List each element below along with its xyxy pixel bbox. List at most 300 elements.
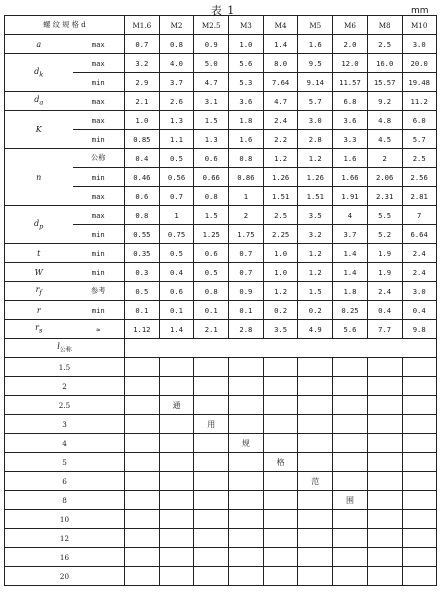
value-cell: 2.0 [333, 35, 368, 54]
range-cell [159, 529, 194, 548]
value-cell: 2.06 [367, 168, 402, 187]
length-value: 4 [5, 434, 125, 453]
value-cell: 5.5 [367, 206, 402, 225]
blank-cell [125, 339, 437, 358]
value-cell: 4.9 [298, 320, 333, 339]
table-row [5, 206, 437, 225]
range-cell [194, 510, 229, 529]
range-cell [125, 548, 160, 567]
value-cell: 1.0 [263, 263, 298, 282]
value-cell: 0.4 [402, 301, 436, 320]
value-cell: 9.5 [298, 54, 333, 73]
value-cell: 5.3 [229, 73, 264, 92]
range-cell [402, 548, 436, 567]
value-cell: 1.0 [229, 35, 264, 54]
range-cell [263, 415, 298, 434]
value-cell: 1.2 [298, 244, 333, 263]
range-cell [298, 510, 333, 529]
length-row [5, 548, 437, 567]
range-cell [194, 358, 229, 377]
value-cell: 2.9 [125, 73, 160, 92]
value-cell: 0.46 [125, 168, 160, 187]
value-cell: 3.1 [194, 92, 229, 111]
value-cell: 3.5 [263, 320, 298, 339]
range-cell [402, 358, 436, 377]
value-cell: 16.0 [367, 54, 402, 73]
size-header: M2 [159, 16, 194, 35]
value-cell: 2.4 [402, 263, 436, 282]
range-cell [263, 529, 298, 548]
value-cell: 11.57 [333, 73, 368, 92]
range-cell [298, 529, 333, 548]
qualifier-cell: max [73, 111, 125, 130]
qualifier-cell: max [73, 187, 125, 206]
range-cell [402, 377, 436, 396]
size-header: M10 [402, 16, 436, 35]
range-mark: 格 [263, 453, 298, 472]
size-header: M6 [333, 16, 368, 35]
range-mark: 规 [229, 434, 264, 453]
value-cell: 2 [229, 206, 264, 225]
value-cell: 9.8 [402, 320, 436, 339]
range-cell [263, 567, 298, 586]
value-cell: 0.4 [125, 149, 160, 168]
value-cell: 2.31 [367, 187, 402, 206]
value-cell: 1.5 [298, 282, 333, 301]
size-header: M4 [263, 16, 298, 35]
range-cell [125, 491, 160, 510]
qualifier-cell: min [73, 168, 125, 187]
range-cell [125, 377, 160, 396]
range-cell [229, 548, 264, 567]
length-header-row [5, 339, 437, 358]
value-cell: 0.7 [229, 263, 264, 282]
range-cell [159, 358, 194, 377]
value-cell: 0.3 [125, 263, 160, 282]
value-cell: 0.5 [159, 149, 194, 168]
value-cell: 11.2 [402, 92, 436, 111]
length-value: 20 [5, 567, 125, 586]
unit-label: mm [411, 6, 429, 16]
value-cell: 1.2 [263, 149, 298, 168]
range-cell [333, 358, 368, 377]
symbol-cell: t [5, 244, 73, 263]
range-cell [333, 529, 368, 548]
symbol-cell: a [5, 35, 73, 54]
length-value: 2.5 [5, 396, 125, 415]
range-cell [402, 415, 436, 434]
value-cell: 2.4 [402, 244, 436, 263]
range-cell [194, 396, 229, 415]
value-cell: 1.2 [298, 263, 333, 282]
dimension-table [4, 15, 437, 586]
value-cell: 4 [333, 206, 368, 225]
range-cell [125, 434, 160, 453]
range-cell [229, 529, 264, 548]
value-cell: 12.0 [333, 54, 368, 73]
value-cell: 1.6 [229, 130, 264, 149]
qualifier-cell: min [73, 244, 125, 263]
value-cell: 1.0 [125, 111, 160, 130]
range-cell [229, 415, 264, 434]
value-cell: 5.2 [367, 225, 402, 244]
length-value: 12 [5, 529, 125, 548]
value-cell: 0.8 [159, 35, 194, 54]
range-cell [333, 567, 368, 586]
range-mark: 通 [159, 396, 194, 415]
length-row [5, 434, 437, 453]
range-cell [229, 377, 264, 396]
range-cell [333, 434, 368, 453]
value-cell: 0.85 [125, 130, 160, 149]
value-cell: 1.4 [333, 263, 368, 282]
range-cell [125, 510, 160, 529]
value-cell: 2.1 [194, 320, 229, 339]
table-row [5, 111, 437, 130]
value-cell: 0.7 [229, 244, 264, 263]
range-cell [402, 434, 436, 453]
value-cell: 1.51 [263, 187, 298, 206]
range-cell [229, 472, 264, 491]
range-cell [333, 453, 368, 472]
value-cell: 0.5 [159, 244, 194, 263]
range-cell [159, 567, 194, 586]
value-cell: 1.26 [263, 168, 298, 187]
value-cell: 6.64 [402, 225, 436, 244]
value-cell: 3.7 [333, 225, 368, 244]
value-cell: 1.2 [298, 149, 333, 168]
range-cell [367, 377, 402, 396]
range-cell [402, 453, 436, 472]
value-cell: 1.91 [333, 187, 368, 206]
range-cell [194, 548, 229, 567]
value-cell: 1.5 [194, 111, 229, 130]
range-cell [333, 415, 368, 434]
value-cell: 9.2 [367, 92, 402, 111]
value-cell: 1.4 [333, 244, 368, 263]
value-cell: 0.5 [125, 282, 160, 301]
symbol-cell: K [5, 111, 73, 149]
length-row [5, 453, 437, 472]
header-row [5, 16, 437, 35]
value-cell: 1.1 [159, 130, 194, 149]
length-value: 3 [5, 415, 125, 434]
range-cell [125, 567, 160, 586]
length-row [5, 567, 437, 586]
qualifier-cell: 公称 [73, 149, 125, 168]
value-cell: 1.66 [333, 168, 368, 187]
value-cell: 1.5 [194, 206, 229, 225]
value-cell: 2.8 [298, 130, 333, 149]
value-cell: 0.1 [159, 301, 194, 320]
thread-spec-header: 螺 纹 规 格 d [5, 16, 125, 35]
value-cell: 0.2 [298, 301, 333, 320]
table-row [5, 301, 437, 320]
range-cell [229, 491, 264, 510]
range-cell [333, 472, 368, 491]
value-cell: 0.2 [263, 301, 298, 320]
range-cell [367, 358, 402, 377]
range-cell [159, 510, 194, 529]
value-cell: 3.5 [298, 206, 333, 225]
table-row [5, 35, 437, 54]
range-cell [194, 529, 229, 548]
value-cell: 0.8 [194, 187, 229, 206]
range-cell [298, 567, 333, 586]
value-cell: 1.8 [229, 111, 264, 130]
value-cell: 0.1 [125, 301, 160, 320]
range-mark: 范 [298, 472, 333, 491]
value-cell: 0.6 [194, 244, 229, 263]
range-cell [367, 415, 402, 434]
range-cell [402, 567, 436, 586]
value-cell: 2.5 [402, 149, 436, 168]
range-cell [229, 396, 264, 415]
range-cell [263, 377, 298, 396]
length-value: 6 [5, 472, 125, 491]
value-cell: 0.4 [159, 263, 194, 282]
range-cell [159, 548, 194, 567]
value-cell: 0.8 [194, 282, 229, 301]
value-cell: 0.5 [194, 263, 229, 282]
range-cell [159, 377, 194, 396]
range-cell [125, 358, 160, 377]
value-cell: 8.0 [263, 54, 298, 73]
value-cell: 1.9 [367, 263, 402, 282]
range-cell [367, 510, 402, 529]
value-cell: 2.4 [367, 282, 402, 301]
value-cell: 5.7 [298, 92, 333, 111]
qualifier-cell: min [73, 73, 125, 92]
range-cell [125, 472, 160, 491]
range-cell [263, 434, 298, 453]
range-cell [402, 510, 436, 529]
value-cell: 1.26 [298, 168, 333, 187]
value-cell: 2.5 [263, 206, 298, 225]
value-cell: 2.25 [263, 225, 298, 244]
table-body [5, 16, 437, 586]
value-cell: 0.35 [125, 244, 160, 263]
value-cell: 2.2 [263, 130, 298, 149]
range-cell [263, 491, 298, 510]
value-cell: 1.4 [263, 35, 298, 54]
table-caption: 表 1 [210, 4, 236, 17]
range-cell [194, 472, 229, 491]
size-header: M3 [229, 16, 264, 35]
value-cell: 0.4 [367, 301, 402, 320]
value-cell: 3.6 [229, 92, 264, 111]
length-header: $l_{公称}$ [5, 339, 125, 358]
value-cell: 9.14 [298, 73, 333, 92]
qualifier-cell: max [73, 35, 125, 54]
size-header: M2.5 [194, 16, 229, 35]
value-cell: 2.8 [229, 320, 264, 339]
range-cell [159, 453, 194, 472]
value-cell: 2.5 [367, 35, 402, 54]
value-cell: 7.7 [367, 320, 402, 339]
symbol-cell: $d_p$ [5, 206, 73, 244]
value-cell: 0.75 [159, 225, 194, 244]
length-value: 10 [5, 510, 125, 529]
range-cell [402, 491, 436, 510]
range-cell [263, 472, 298, 491]
range-cell [367, 491, 402, 510]
range-cell [229, 453, 264, 472]
length-row [5, 529, 437, 548]
length-value: 5 [5, 453, 125, 472]
value-cell: 0.86 [229, 168, 264, 187]
value-cell: 5.6 [333, 320, 368, 339]
value-cell: 2.81 [402, 187, 436, 206]
value-cell: 4.7 [263, 92, 298, 111]
qualifier-cell: min [73, 225, 125, 244]
value-cell: 1.8 [333, 282, 368, 301]
value-cell: 5.7 [402, 130, 436, 149]
range-cell [367, 453, 402, 472]
value-cell: 1.51 [298, 187, 333, 206]
value-cell: 2.56 [402, 168, 436, 187]
range-cell [298, 415, 333, 434]
value-cell: 3.7 [159, 73, 194, 92]
value-cell: 1.6 [333, 149, 368, 168]
symbol-cell: $d_k$ [5, 54, 73, 92]
range-cell [194, 567, 229, 586]
value-cell: 20.0 [402, 54, 436, 73]
range-cell [402, 396, 436, 415]
range-cell [229, 567, 264, 586]
range-cell [263, 510, 298, 529]
qualifier-cell: min [73, 301, 125, 320]
size-header: M8 [367, 16, 402, 35]
range-cell [298, 491, 333, 510]
range-cell [263, 548, 298, 567]
value-cell: 0.55 [125, 225, 160, 244]
table-row [5, 149, 437, 168]
qualifier-cell: max [73, 54, 125, 73]
value-cell: 4.7 [194, 73, 229, 92]
symbol-cell: $r_f$ [5, 282, 73, 301]
range-cell [298, 377, 333, 396]
table-row [5, 320, 437, 339]
value-cell: 6.0 [402, 111, 436, 130]
range-cell [159, 415, 194, 434]
range-cell [367, 529, 402, 548]
range-cell [367, 434, 402, 453]
symbol-cell: $d_a$ [5, 92, 73, 111]
range-cell [333, 396, 368, 415]
value-cell: 0.56 [159, 168, 194, 187]
value-cell: 5.0 [194, 54, 229, 73]
value-cell: 0.6 [159, 282, 194, 301]
length-value: 2 [5, 377, 125, 396]
value-cell: 0.9 [194, 35, 229, 54]
value-cell: 1.75 [229, 225, 264, 244]
value-cell: 19.48 [402, 73, 436, 92]
value-cell: 3.3 [333, 130, 368, 149]
value-cell: 2.6 [159, 92, 194, 111]
value-cell: 0.7 [125, 35, 160, 54]
size-header: M5 [298, 16, 333, 35]
symbol-cell: n [5, 149, 73, 206]
table-row [5, 54, 437, 73]
value-cell: 1.12 [125, 320, 160, 339]
value-cell: 4.5 [367, 130, 402, 149]
length-row [5, 491, 437, 510]
range-cell [159, 434, 194, 453]
value-cell: 2.4 [263, 111, 298, 130]
qualifier-cell: max [73, 92, 125, 111]
symbol-cell: r [5, 301, 73, 320]
range-cell [402, 472, 436, 491]
qualifier-cell: max [73, 206, 125, 225]
range-cell [159, 491, 194, 510]
value-cell: 4.8 [367, 111, 402, 130]
value-cell: 0.1 [229, 301, 264, 320]
range-cell [263, 396, 298, 415]
range-cell [125, 529, 160, 548]
value-cell: 3.6 [333, 111, 368, 130]
range-cell [298, 396, 333, 415]
qualifier-cell: ≈ [73, 320, 125, 339]
range-cell [367, 396, 402, 415]
value-cell: 1.25 [194, 225, 229, 244]
range-cell [367, 567, 402, 586]
length-row [5, 510, 437, 529]
value-cell: 2.1 [125, 92, 160, 111]
value-cell: 0.8 [125, 206, 160, 225]
range-cell [229, 358, 264, 377]
value-cell: 1.0 [263, 244, 298, 263]
value-cell: 3.0 [402, 35, 436, 54]
length-row [5, 377, 437, 396]
value-cell: 1.6 [298, 35, 333, 54]
range-cell [194, 377, 229, 396]
table-row [5, 263, 437, 282]
value-cell: 4.0 [159, 54, 194, 73]
value-cell: 1.2 [263, 282, 298, 301]
qualifier-cell: 参考 [73, 282, 125, 301]
value-cell: 0.1 [194, 301, 229, 320]
range-cell [263, 358, 298, 377]
value-cell: 0.25 [333, 301, 368, 320]
value-cell: 1.3 [194, 130, 229, 149]
value-cell: 1.9 [367, 244, 402, 263]
range-cell [298, 434, 333, 453]
range-cell [333, 377, 368, 396]
range-cell [333, 548, 368, 567]
value-cell: 0.66 [194, 168, 229, 187]
value-cell: 5.6 [229, 54, 264, 73]
value-cell: 0.7 [159, 187, 194, 206]
range-cell [159, 472, 194, 491]
value-cell: 6.8 [333, 92, 368, 111]
value-cell: 0.8 [229, 149, 264, 168]
range-mark: 用 [194, 415, 229, 434]
size-header: M1.6 [125, 16, 160, 35]
symbol-cell: $r_s$ [5, 320, 73, 339]
qualifier-cell: min [73, 263, 125, 282]
value-cell: 2 [367, 149, 402, 168]
value-cell: 1 [159, 206, 194, 225]
length-row [5, 358, 437, 377]
value-cell: 3.0 [298, 111, 333, 130]
range-cell [194, 453, 229, 472]
symbol-cell: W [5, 263, 73, 282]
range-mark: 围 [333, 491, 368, 510]
length-value: 8 [5, 491, 125, 510]
range-cell [333, 510, 368, 529]
range-cell [194, 491, 229, 510]
